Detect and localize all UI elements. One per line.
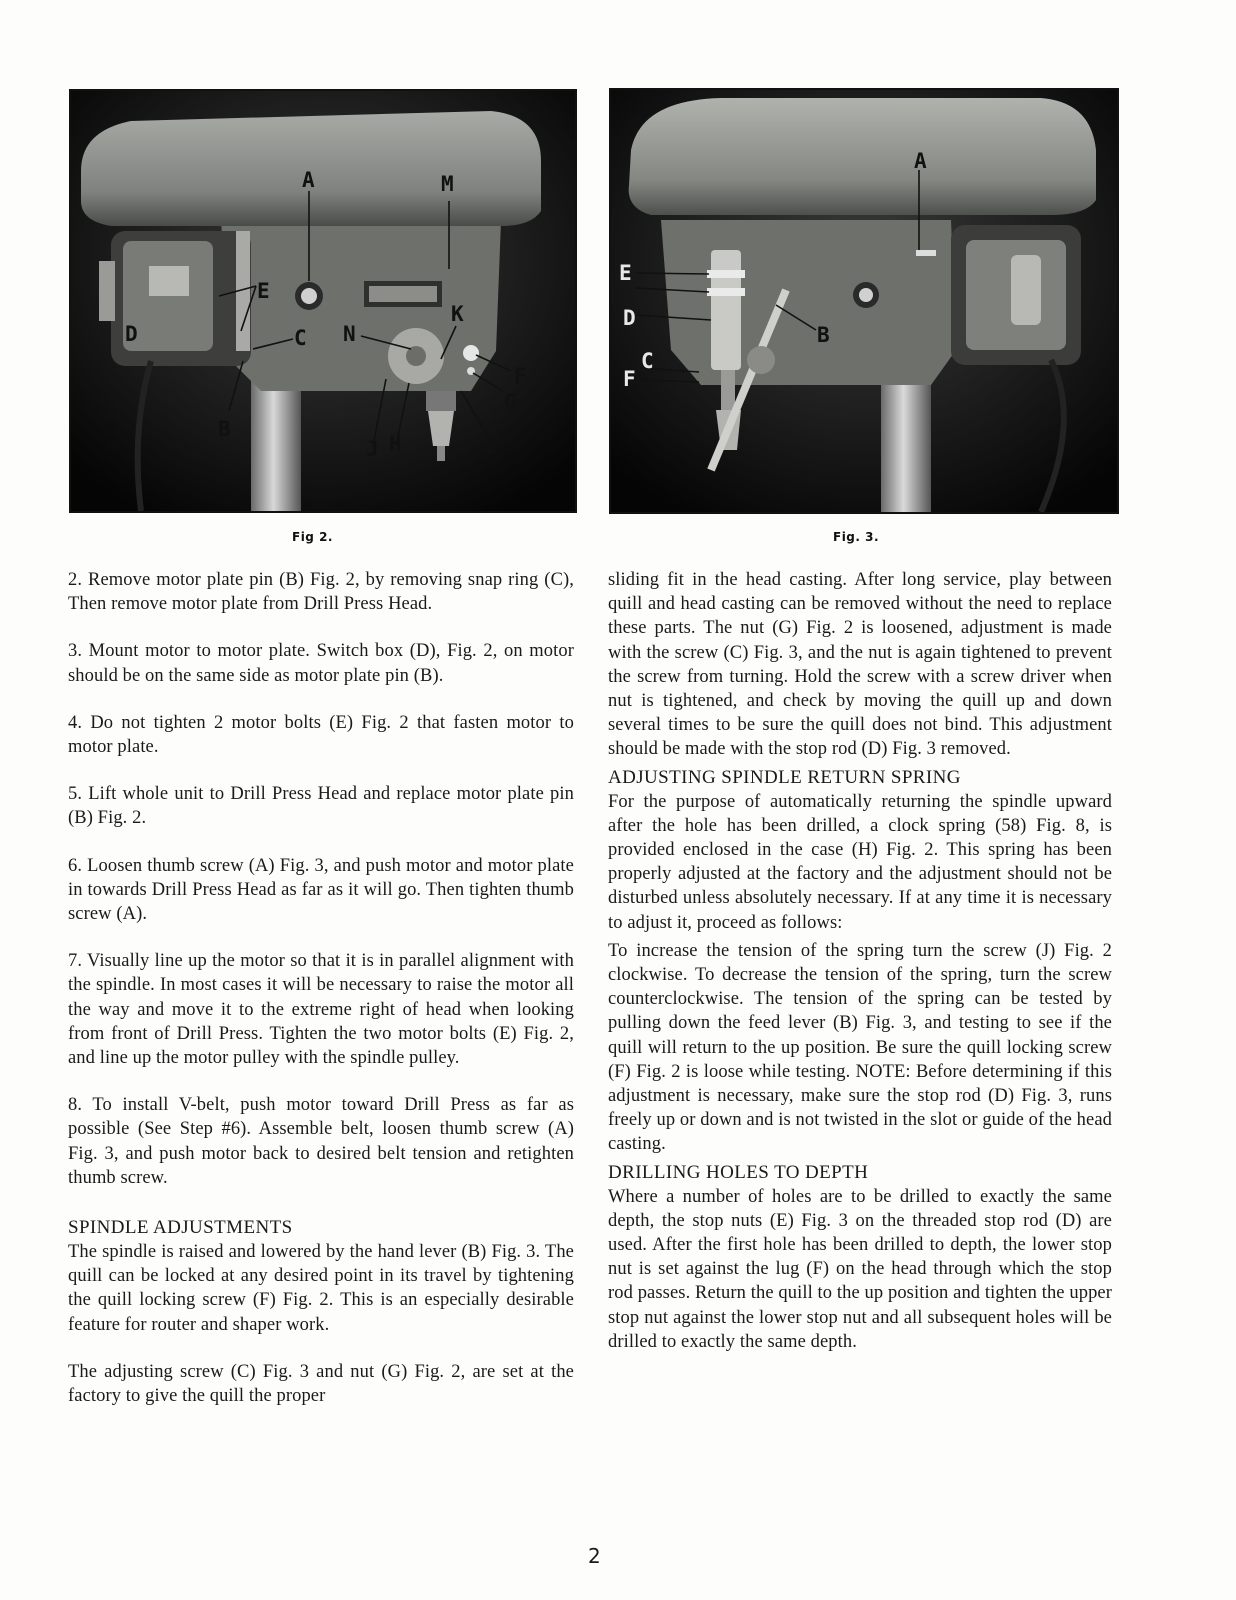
fig2-label-d: D xyxy=(125,322,138,346)
left-column xyxy=(68,568,574,1431)
page-number: 2 xyxy=(588,1544,601,1568)
fig3-label-b: B xyxy=(817,323,830,347)
figure-2-caption: Fig 2. xyxy=(292,530,333,544)
figure-2-photo xyxy=(69,89,577,513)
spindle-paragraph-2: The adjusting screw (C) Fig. 3 and nut (G) Fig. 2, are set at the factory to give the quill the proper xyxy=(68,1361,574,1407)
step-6-text: 6. Loosen thumb screw (A) Fig. 3, and push motor and motor plate in towards Drill Press Head as far as it will go. Then tighten thumb screw (A). xyxy=(68,855,574,925)
fig3-label-d: D xyxy=(623,306,636,330)
figure-3-caption: Fig. 3. xyxy=(833,530,880,544)
step-3-text: 3. Mount motor to motor plate. Switch box (D), Fig. 2, on motor should be on the same side as motor plate pin (B). xyxy=(68,641,574,686)
fig2-label-c: C xyxy=(294,326,307,350)
fig2-label-e: E xyxy=(257,279,270,303)
return-spring-paragraph-2: To increase the tension of the spring turn the screw (J) Fig. 2 clockwise. To decrease the tension of the spring, turn the screw counterclockwise. The tension of the spring can be tested by pulling down the feed lever (B) Fig. 3, and testing to see if the quill will return to the up position. Be sure the quill locking screw (F) Fig. 2 is loose while testing. NOTE: Before determining if this adjustment is necessary, make sure the stop rod (D) Fig. 3, runs freely up or down and is not twisted in the slot or guide of the head casting. xyxy=(608,940,1112,1155)
drilling-depth-heading: DRILLING HOLES TO DEPTH xyxy=(608,1161,869,1183)
drilling-depth-paragraph: Where a number of holes are to be drilled to exactly the same depth, the stop nuts (E) Fig. 3 on the threaded stop rod (D) are used. After the first hole has been drilled to depth, the lower stop nut is set against the lug (F) on the head through which the stop rod passes. Return the quill to the up position and tighten the upper stop nut against the lower stop nut and all subsequent holes will be drilled to exactly the same depth. xyxy=(608,1186,1112,1352)
fig2-label-m: M xyxy=(441,172,454,196)
fig2-label-g: G xyxy=(504,390,517,414)
step-8-text: 8. To install V-belt, push motor toward Drill Press as far as possible (See Step #6). Assemble belt, loosen thumb screw (A) Fig. 3, and push motor back to desired belt tension and retighten thumb screw. xyxy=(68,1095,574,1188)
step-2-text: 2. Remove motor plate pin (B) Fig. 2, by removing snap ring (C), Then remove motor plate from Drill Press Head. xyxy=(68,570,574,615)
step-7-text: 7. Visually line up the motor so that it is in parallel alignment with the spindle. In most cases it will be necessary to raise the motor all the way and move it to the extreme right of head when looking from front of Drill Press. Tighten the two motor bolts (E) Fig. 2, and line up the motor pulley with the spindle pulley. xyxy=(68,951,574,1069)
fig3-label-e: E xyxy=(619,261,632,285)
fig3-label-c: C xyxy=(641,349,654,373)
fig2-label-h: H xyxy=(389,432,402,456)
fig3-label-f: F xyxy=(623,367,636,391)
fig2-label-n: N xyxy=(343,322,356,346)
return-spring-paragraph-1: For the purpose of automatically returning the spindle upward after the hole has been drilled, a clock spring (58) Fig. 8, is provided enclosed in the case (H) Fig. 2. This spring has been properly adjusted at the factory and the adjustment should not be disturbed unless absolutely necessary. If at any time it is necessary to adjust it, proceed as follows: xyxy=(608,791,1112,933)
right-column xyxy=(608,568,1112,1377)
spindle-paragraph-2-continued: sliding fit in the head casting. After long service, play between quill and head casting can be removed without the need to replace these parts. The nut (G) Fig. 2 is loosened, adjustment is made with the screw (C) Fig. 3, and the nut is again tightened to prevent the screw from turning. Hold the screw with a screw driver when nut is tightened, and check by moving the quill up and down several times to be sure the quill does not bind. This adjustment should be made with the stop rod (D) Fig. 3 removed. xyxy=(608,570,1112,760)
figure-3-photo xyxy=(609,88,1119,514)
step-5-text: 5. Lift whole unit to Drill Press Head and replace motor plate pin (B) Fig. 2. xyxy=(68,784,574,829)
step-4-text: 4. Do not tighten 2 motor bolts (E) Fig. 2 that fasten motor to motor plate. xyxy=(68,712,574,758)
spindle-paragraph-1: The spindle is raised and lowered by the hand lever (B) Fig. 3. The quill can be locked at any desired point in its travel by tightening the quill locking screw (F) Fig. 2. This is an especially desirable feature for router and shaper work. xyxy=(68,1242,574,1335)
fig2-label-a: A xyxy=(302,168,315,192)
fig2-label-b: B xyxy=(218,417,231,441)
drill-press-side-view xyxy=(611,90,1117,512)
spindle-adjustments-heading: SPINDLE ADJUSTMENTS xyxy=(68,1217,293,1239)
fig3-label-a: A xyxy=(914,149,927,173)
drill-press-front-view xyxy=(71,91,575,511)
return-spring-heading: ADJUSTING SPINDLE RETURN SPRING xyxy=(608,766,961,788)
fig2-label-l: L xyxy=(484,434,497,458)
fig2-label-f: F xyxy=(514,364,527,388)
fig2-label-j: J xyxy=(366,437,379,461)
fig2-label-k: K xyxy=(451,302,464,326)
